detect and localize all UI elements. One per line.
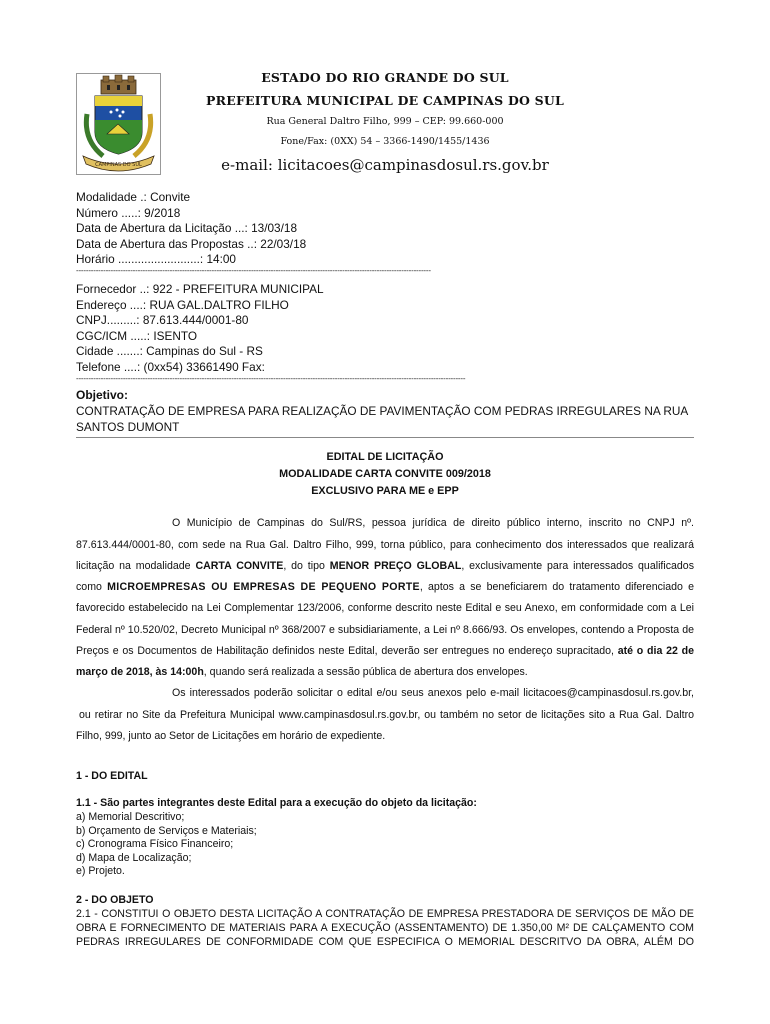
paragraph-line: 2.1 - CONSTITUI O OBJETO DESTA LICITAÇÃO A CONTRATAÇÃO DE EMPRESA PRESTADORA DE SERVIÇOS DE MÃO DE <box>76 908 694 920</box>
phone-line: Fone/Fax: (0XX) 54 – 3366-1490/1455/1436 <box>280 136 490 147</box>
objetivo-text-line2: SANTOS DUMONT <box>76 420 180 434</box>
paragraph-line: Preços e os Documentos de Habilitação definidos neste Edital, deverão ser entregues no endereço supracitado, até o dia 22 de <box>76 645 695 657</box>
paragraph-line: Os interessados poderão solicitar o edital e/ou seus anexos pelo e-mail licitacoes@campinasdosul.rs.gov.br, <box>172 687 694 699</box>
info-numero: Número .....: 9/2018 <box>76 205 181 220</box>
list-item: b) Orçamento de Serviços e Materiais; <box>76 824 257 837</box>
info-cgc: CGC/ICM .....: ISENTO <box>76 328 198 343</box>
objetivo-text-line1: CONTRATAÇÃO DE EMPRESA PARA REALIZAÇÃO DE PAVIMENTAÇÃO COM PEDRAS IRREGULARES NA RUA <box>76 404 689 418</box>
paragraph-line: favorecido estabelecido na Lei Complementar 123/2006, conforme descrito neste Edital e seu Anexo, em conformidade com a Lei <box>76 602 694 614</box>
paragraph-line: Filho, 999, junto ao Setor de Licitações em horário de expediente. <box>76 730 386 742</box>
svg-text:CAMPINAS DO SUL: CAMPINAS DO SUL <box>95 162 142 168</box>
info-telefone: Telefone ....: (0xx54) 33661490 Fax: <box>76 359 265 374</box>
section-1-subtitle: 1.1 - São partes integrantes deste Edital para a execução do objeto da licitação: <box>76 797 477 809</box>
info-fornecedor: Fornecedor ..: 922 - PREFEITURA MUNICIPAL <box>76 282 324 296</box>
objetivo-label: Objetivo: <box>76 388 129 402</box>
list-item: e) Projeto. <box>76 865 125 877</box>
info-endereco: Endereço ....: RUA GAL.DALTRO FILHO <box>76 297 289 312</box>
info-cnpj: CNPJ.........: 87.613.444/0001-80 <box>76 313 249 327</box>
paragraph-line: ou retirar no Site da Prefeitura Municipal www.campinasdosul.rs.gov.br, ou também no setor de licitações sito a Rua Gal. Daltro <box>79 709 694 721</box>
municipal-coat-of-arms <box>76 73 161 175</box>
info-abertura-propostas: Data de Abertura das Propostas ..: 22/03/18 <box>76 236 307 251</box>
info-abertura-licitacao: Data de Abertura da Licitação ...: 13/03/18 <box>76 221 298 235</box>
address-line: Rua General Daltro Filho, 999 – CEP: 99.660-000 <box>266 116 504 127</box>
paragraph-line: Federal nº 10.520/02, Decreto Municipal nº 368/2007 e subsidiariamente, a Lei nº 8.666/93. Os envelopes, contendo a Proposta de <box>76 624 694 636</box>
paragraph-line: como MICROEMPRESAS OU EMPRESAS DE PEQUENO PORTE, aptos a se beneficiarem do tratamento diferenciado e <box>76 581 694 593</box>
state-name: ESTADO DO RIO GRANDE DO SUL <box>261 70 509 85</box>
paragraph-line: OBRA E FORNECIMENTO DE MATERIAIS PARA A EXECUÇÃO (ASSENTAMENTO) DE 1.350,00 M² DE CALÇAMENTO COM <box>76 922 694 934</box>
coat-of-arms-icon <box>77 74 160 174</box>
email-line: e-mail: licitacoes@campinasdosul.rs.gov.br <box>221 156 549 174</box>
info-modalidade: Modalidade .: Convite <box>76 190 191 204</box>
list-item: a) Memorial Descritivo; <box>76 811 185 823</box>
paragraph-line: PEDRAS IRREGULARES DE CONFORMIDADE COM QUE ESPECIFICA O MEMORIAL DESCRITVO DA OBRA, ALÉM DO <box>76 936 694 948</box>
separator-line: ------------------------------------------------------------------------------------------------------------------------------------------------ <box>76 266 431 275</box>
section-1-list <box>76 811 257 879</box>
paragraph-line: licitação na modalidade CARTA CONVITE, do tipo MENOR PREÇO GLOBAL, exclusivamente para interessados qualificados <box>76 560 694 572</box>
list-item: d) Mapa de Localização; <box>76 851 192 864</box>
city-hall-name: PREFEITURA MUNICIPAL DE CAMPINAS DO SUL <box>206 93 564 108</box>
section-2-title: 2 - DO OBJETO <box>76 894 154 906</box>
info-horario: Horário .........................: 14:00 <box>76 252 236 266</box>
edital-title: EDITAL DE LICITAÇÃO <box>326 451 444 463</box>
paragraph-line: março de 2018, às 14:00h, quando será realizada a sessão pública de abertura dos envelopes. <box>76 666 528 678</box>
separator-line: -------------------------------------------------------------------------------------------------------------------------------------------------------------- <box>76 374 466 383</box>
info-cidade: Cidade .......: Campinas do Sul - RS <box>76 344 263 358</box>
paragraph-line: 87.613.444/0001-80, com sede na Rua Gal. Daltro Filho, 999, torna público, para conhecimento dos interessados que realizará <box>76 539 694 551</box>
section-1-title: 1 - DO EDITAL <box>76 770 148 782</box>
edital-exclusivo: EXCLUSIVO PARA ME e EPP <box>311 485 459 497</box>
divider <box>76 437 694 438</box>
edital-modalidade: MODALIDADE CARTA CONVITE 009/2018 <box>279 468 491 480</box>
list-item: c) Cronograma Físico Financeiro; <box>76 838 234 850</box>
paragraph-line: O Município de Campinas do Sul/RS, pessoa jurídica de direito público interno, inscrito no CNPJ nº. <box>172 517 694 529</box>
